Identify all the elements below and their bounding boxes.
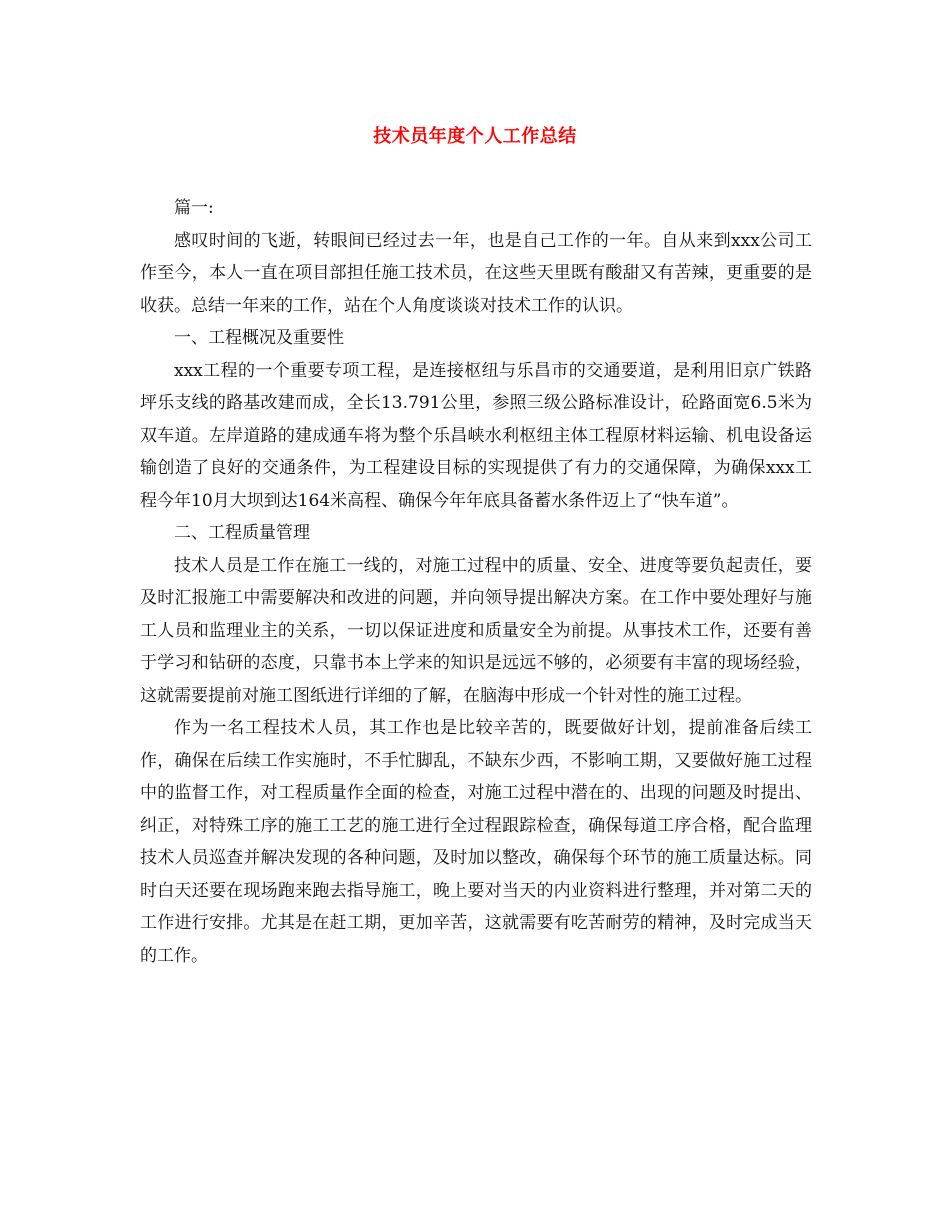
paragraph-technician-work: 作为一名工程技术人员，其工作也是比较辛苦的，既要做好计划，提前准备后续工作，确保在后续工作实施时，不手忙脚乱，不缺东少西，不影响工期，又要做好施工过程中的监督工作，对工程质量作全面的检查，对施工过程中潜在的、出现的问题及时提出、纠正，对特殊工序的施工工艺的施工进行全过程跟踪检查，确保每道工序合格，配合监理技术人员巡查并解决发现的各种问题，及时加以整改，确保每个环节的施工质量达标。同时白天还要在现场跑来跑去指导施工，晚上要对当天的内业资料进行整理，并对第二天的工作进行安排。尤其是在赶工期，更加辛苦，这就需要有吃苦耐劳的精神，及时完成当天的工作。 [140, 718, 812, 966]
heading-project-overview: 一、工程概况及重要性 [174, 328, 344, 348]
paragraph-project-overview: xxx工程的一个重要专项工程，是连接枢纽与乐昌市的交通要道，是利用旧京广铁路坪乐支线的路基改建而成，全长13.791公里，参照三级公路标准设计，砼路面宽6.5米为双车道。左岸道路的建成通车将为整个乐昌峡水利枢纽主体工程原材料运输、机电设备运输创造了良好的交通条件，为工程建设目标的实现提供了有力的交通保障，为确保xxx工程今年10月大坝到达164米高程、确保今年年底具备蓄水条件迈上了“快车道”。 [140, 360, 812, 511]
heading-quality-management: 二、工程质量管理 [174, 523, 310, 543]
document-title: 技术员年度个人工作总结 [373, 126, 577, 147]
paragraph-section-label: 篇一: [174, 198, 214, 218]
paragraph-technician-duties: 技术人员是工作在施工一线的，对施工过程中的质量、安全、进度等要负起责任，要及时汇报施工中需要解决和改进的问题，并向领导提出解决方案。在工作中要处理好与施工人员和监理业主的关系，一切以保证进度和质量安全为前提。从事技术工作，还要有善于学习和钻研的态度，只靠书本上学来的知识是远远不够的，必须要有丰富的现场经验，这就需要提前对施工图纸进行详细的了解，在脑海中形成一个针对性的施工过程。 [140, 555, 812, 706]
paragraph-intro: 感叹时间的飞逝，转眼间已经过去一年，也是自己工作的一年。自从来到xxx公司工作至今，本人一直在项目部担任施工技术员，在这些天里既有酸甜又有苦辣，更重要的是收获。总结一年来的工作，站在个人角度谈谈对技术工作的认识。 [140, 230, 812, 316]
document-body [140, 192, 812, 972]
